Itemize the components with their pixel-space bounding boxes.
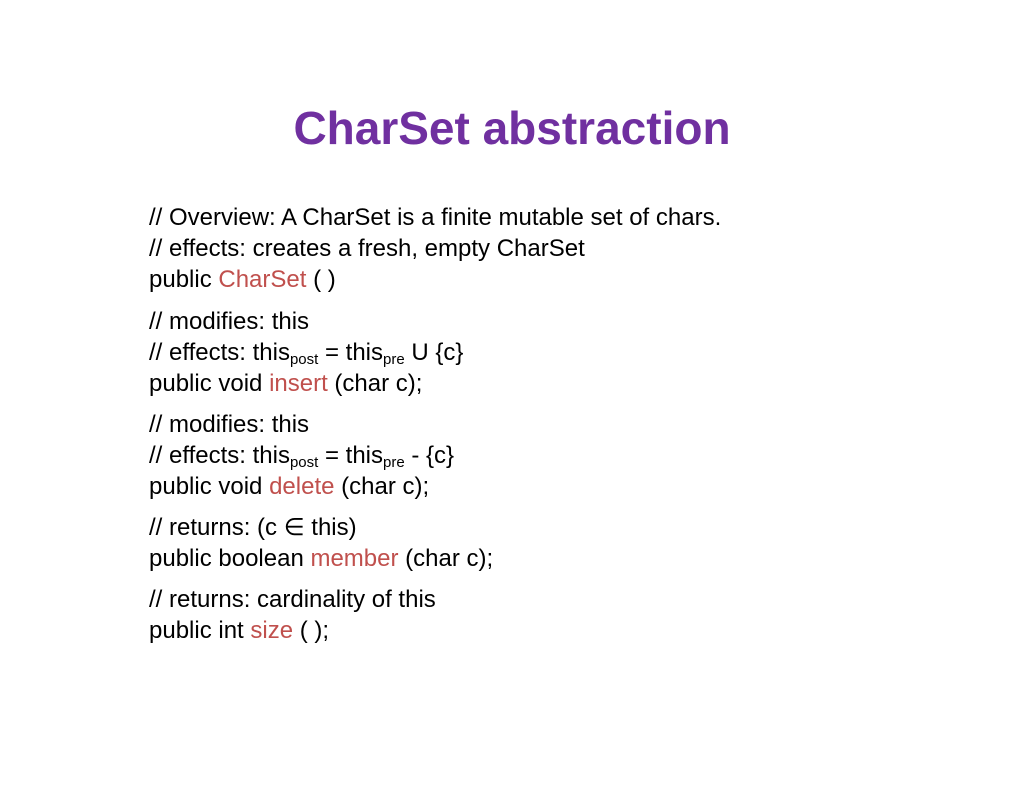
overview-comment: // Overview: A CharSet is a finite mutable set of chars.: [149, 204, 722, 231]
effects-lead: // effects: this: [149, 339, 290, 366]
signature-suffix: (char c);: [398, 545, 494, 572]
slide-title: CharSet abstraction: [293, 102, 731, 154]
method-name-insert: insert: [269, 370, 328, 397]
insert-modifies-comment: // modifies: this: [149, 308, 310, 335]
delete-signature: [149, 471, 969, 502]
member-signature: [149, 543, 969, 574]
constructor-signature: [149, 264, 969, 295]
size-signature: [149, 615, 969, 646]
insert-effects-comment: [149, 337, 969, 368]
method-name-delete: delete: [269, 473, 335, 500]
method-name-charset: CharSet: [218, 266, 307, 293]
size-block: [149, 584, 969, 646]
subscript-post: post: [289, 454, 319, 471]
signature-prefix: public: [149, 266, 219, 293]
subscript-pre: pre: [383, 454, 405, 471]
signature-suffix: (char c);: [327, 370, 423, 397]
member-returns-comment: // returns: (c ∈ this): [149, 514, 357, 541]
signature-suffix: ( ): [306, 266, 336, 293]
insert-block: [149, 306, 969, 399]
subscript-post: post: [289, 351, 319, 368]
effects-tail: U {c}: [404, 339, 464, 366]
delete-effects-comment: [149, 440, 969, 471]
signature-suffix: ( );: [293, 617, 330, 644]
slide-content: [149, 202, 969, 646]
signature-suffix: (char c);: [334, 473, 430, 500]
effects-mid: = this: [318, 339, 384, 366]
delete-block: [149, 409, 969, 502]
subscript-pre: pre: [383, 351, 405, 368]
constructor-block: [149, 202, 969, 295]
member-block: [149, 512, 969, 574]
effects-lead: // effects: this: [149, 442, 290, 469]
size-returns-comment: // returns: cardinality of this: [149, 586, 436, 613]
signature-prefix: public void: [149, 370, 270, 397]
constructor-effects-comment: // effects: creates a fresh, empty CharSet: [149, 235, 585, 262]
effects-tail: - {c}: [404, 442, 455, 469]
method-name-member: member: [310, 545, 399, 572]
signature-prefix: public void: [149, 473, 270, 500]
signature-prefix: public int: [149, 617, 251, 644]
effects-mid: = this: [318, 442, 384, 469]
insert-signature: [149, 368, 969, 399]
delete-modifies-comment: // modifies: this: [149, 411, 310, 438]
signature-prefix: public boolean: [149, 545, 311, 572]
method-name-size: size: [250, 617, 294, 644]
